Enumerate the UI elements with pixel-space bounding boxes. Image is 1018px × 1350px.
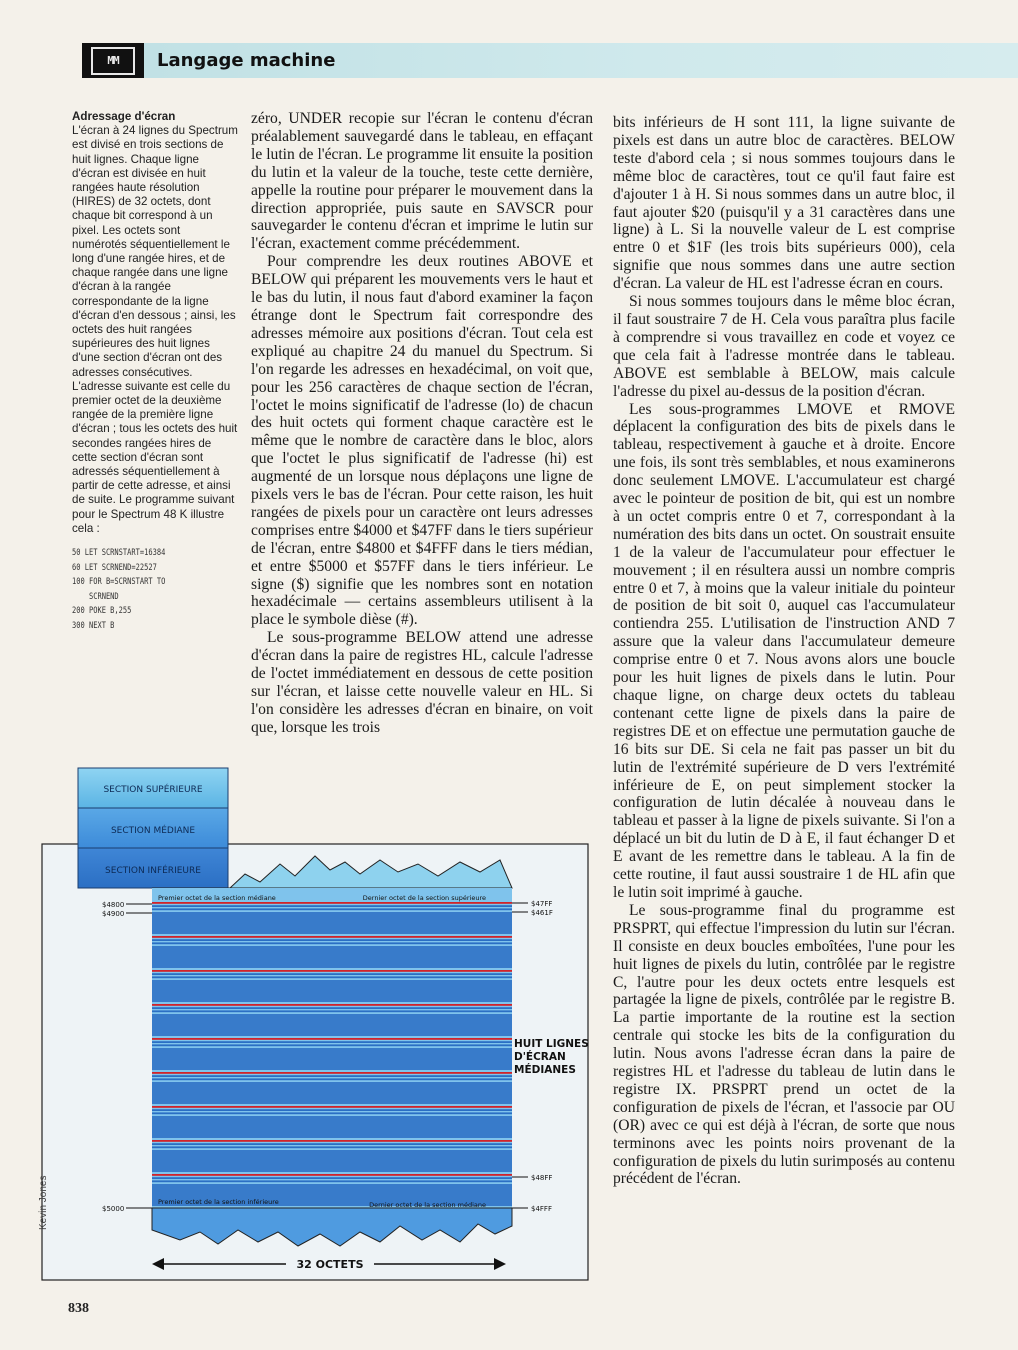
pixel-row-band (152, 1048, 512, 1070)
side-label-line1: HUIT LIGNES (514, 1038, 589, 1050)
pixel-row-line (152, 976, 512, 978)
sidebar-title: Adressage d'écran (72, 110, 176, 123)
sidebar-text: L'écran à 24 lignes du Spectrum est divisé en trois sections de huit lignes. Chaque ligne d'écran est divisée en huit rangées haute résolution (HIRES) de 32 octets, dont chaque bit correspond à un pixel. Les octets sont numérotés séquentiellement le long d'une rangée hires, et de chaque rangée dans une ligne d'écran à la rangée correspondante de la ligne d'écran d'en dessous ; ainsi, les octets des huit rangées supérieures des huit lignes d'une section d'écran ont des adresses consécutives. L'adresse suivante est celle du premier octet de la deuxième rangée de la première ligne d'écran ; tous les octets des huit secondes rangées hires de cette section d'écran sont adressés séquentiellement à partir de cette adresse, et ainsi de suite. Le programme suivant pour le Spectrum 48 K illustre cela : (72, 124, 238, 535)
pixel-row-line (152, 1174, 512, 1176)
pixel-row-line (152, 1177, 512, 1179)
width-label: 32 OCTETS (296, 1258, 364, 1271)
pixel-row-band (152, 946, 512, 968)
paragraph: Le sous-programme final du programme est PRSPRT, qui effectue l'impression du lutin sur l'écran. Il consiste en deux boucles emboîtées, l'une pour les huit lignes de pixels du lutin, contrôlée par le registre C, l'autre pour les deux octets entre lesquels est partagée la ligne de pixels, contrôlée par le registre B. La partie importante de la routine est la section centrale qui stocke les bits de la configuration du lutin. Nous avons l'adresse écran dans la paire de registres HL et l'adresse du tableau de lutin dans le registre IX. PRSPRT prend un octet de la configuration de pixels de l'écran, et l'associe par OU (OR) avec ce qui est déjà à l'écran, de sorte que nous terminons avec les points noirs provenant de la configuration de pixels du lutin surimposés au contenu précédent de l'écran. (613, 901, 955, 1188)
pixel-row-band (152, 980, 512, 1002)
diagram-svg (40, 764, 592, 1284)
code-line: SCRNEND (72, 591, 119, 602)
pixel-row-line (152, 1180, 512, 1182)
paragraph: Pour comprendre les deux routines ABOVE et BELOW qui préparent les mouvements vers le haut et le bas du lutin, il nous faut d'abord examiner la façon étrange dont le Spectrum fait correspondre des adresses mémoire aux positions d'écran. Tout cela est expliqué au chapitre 24 du manuel du Spectrum. Si l'on regarde les adresses en hexadécimal, on voit que, pour les 256 caractères de chaque section de l'écran, l'octet le moins significatif de l'adresse (lo) de chacun des huit octets qui forment chaque caractère est le même que le nombre de caractère dans le bloc, alors que l'octet le plus significatif de l'adresse (hi) est augmenté de un lorsque nous déplaçons une ligne de pixels vers le bas de l'écran. Pour cette raison, les huit rangées de pixels pour un caractère ont leurs adresses comprises entre $4000 et $47FF dans le tiers supérieur de l'écran, entre $4800 et $4FFF dans le tiers médian, et entre $5000 et $57FF dans le tiers inférieur. Le signe ($) signifie que les nombres sont en notation hexadécimale — certains assembleurs utilisent à la place le symbole dièse (#). (251, 253, 593, 629)
code-line: 300 NEXT B (72, 620, 115, 631)
pixel-row-line (152, 942, 512, 944)
pixel-row-line (152, 936, 512, 938)
basic-code-listing (72, 546, 208, 633)
pixel-row-line (152, 1010, 512, 1012)
pixel-row-line (152, 1109, 512, 1111)
pixel-row-line (152, 1038, 512, 1040)
pixel-row-line (152, 973, 512, 975)
pixel-row-line (152, 1041, 512, 1043)
code-line: 100 FOR B=SCRNSTART TO (72, 577, 166, 588)
page-title: Langage machine (157, 50, 336, 71)
pixel-row-line (152, 1146, 512, 1148)
pixel-row-line (152, 1140, 512, 1142)
side-label-line3: MÉDIANES (514, 1064, 576, 1076)
paragraph: zéro, UNDER recopie sur l'écran le contenu d'écran préalablement sauvegardé dans le tableau, en effaçant le lutin de l'écran. Le programme lit ensuite la position du lutin et la valeur de la touche, teste cette dernière, appelle la routine pour préparer le mouvement dans la direction appropriée, puis saute en SAVSCR pour sauvegarder le contenu d'écran et imprime le lutin sur l'écran, exactement comme précédemment. (251, 110, 593, 253)
label-last-byte-top: Dernier octet de la section supérieure (362, 894, 486, 902)
screen-memory-diagram (40, 764, 592, 1284)
pixel-row-band (152, 1116, 512, 1138)
pixel-row-line (152, 905, 512, 907)
pixel-row-line (152, 1143, 512, 1145)
article-column-middle (251, 110, 593, 737)
pixel-row-line (152, 1112, 512, 1114)
paragraph: bits inférieurs de H sont 111, la ligne suivante de pixels est dans un autre bloc de caractères. BELOW teste d'abord cela ; si nous sommes toujours dans le même bloc de caractères, tout ce qu'il faut faire est d'ajouter 1 à H. Si nous sommes dans un autre bloc, il faut ajouter $20 (puisqu'il y a 31 caractères dans une ligne) à L. Si la nouvelle valeur de L est comprise entre 0 et $1F (les trois bits supérieurs 000), cela signifie que nous sommes dans une autre section d'écran. La valeur de HL est l'adresse écran en cours. (613, 114, 955, 293)
code-line: 50 LET SCRNSTART=16384 (72, 548, 166, 559)
article-column-right (613, 114, 955, 1188)
addr-47ff: $47FF (531, 900, 553, 908)
addr-5000: $5000 (102, 1205, 125, 1213)
paragraph: Le sous-programme BELOW attend une adresse d'écran dans la paire de registres HL, calcule l'adresse de l'octet immédiatement en dessous de cette position sur l'écran, et laisse cette nouvelle valeur en HL. Si l'on considère les adresses d'écran en binaire, on voit que, lorsque les trois (251, 629, 593, 736)
pixel-row-line (152, 1007, 512, 1009)
section-mid-label: SECTION MÉDIANE (110, 826, 196, 836)
addr-4fff: $4FFF (531, 1205, 552, 1213)
pixel-row-line (152, 1078, 512, 1080)
label-last-byte-middle: Dernier octet de la section médiane (369, 1201, 486, 1209)
paragraph: Si nous sommes toujours dans le même bloc écran, il faut soustraire 7 de H. Cela vous paraîtra plus facile à comprendre si vous travaillez en code et voyez ce que cela fait à l'adresse montrée dans le tableau. ABOVE est semblable à BELOW, mais calcule l'adresse du pixel au-dessus de la position d'écran. (613, 293, 955, 400)
code-line: 200 POKE B,255 (72, 606, 132, 617)
section-bot-label: SECTION INFÉRIEURE (105, 866, 201, 876)
label-first-byte-bottom: Premier octet de la section inférieure (158, 1198, 279, 1206)
addr-461f: $461F (531, 909, 553, 917)
pixel-rows (152, 902, 512, 1206)
addr-4800: $4800 (102, 901, 125, 909)
pixel-row-line (152, 1044, 512, 1046)
series-logo (82, 43, 144, 78)
image-credit: Kevin Jones (38, 1175, 49, 1230)
pixel-row-band (152, 912, 512, 934)
series-logo-icon: MM (91, 47, 135, 75)
pixel-row-band (152, 1082, 512, 1104)
pixel-row-band (152, 1014, 512, 1036)
paragraph: Les sous-programmes LMOVE et RMOVE déplacent la configuration des bits de pixels dans le tableau, respectivement à gauche et à droite. Encore une fois, ils sont très semblables, et nous examinerons donc seulement LMOVE. L'accumulateur est chargé avec le pointeur de position de bit, qui est un nombre à un octet compris entre 0 et 7, correspondant à la numération des bits dans un octet. On soustrait ensuite 1 de la valeur de l'accumulateur pour effectuer le mouvement ; il en résultera aussi un nombre compris entre 0 et 7, à moins que la valeur initiale du pointeur de position de bit soit 0, auquel cas l'accumulateur contiendra 255. L'utilisation de l'instruction AND 7 assure que la valeur dans l'accumulateur demeure comprise entre 0 et 7. Nous avons alors une boucle pour les huit lignes de pixels dans le lutin. Pour chaque ligne, on charge deux octets du tableau contenant cette ligne de pixels dans la paire de registres DE et on effectue une permutation gauche de 16 bits sur DE. Si cela ne fait pas passer un bit du lutin de l'extrémité supérieure de D vers l'extrémité inférieure de E, on peut simplement stocker la configuration de lutin décalée à nouveau dans le tableau et passer à la ligne de pixels suivante. Si l'on a déplacé un bit du lutin de D à E, il faut échanger D et E avant de les remettre dans le tableau. A la fin de cette routine, il faut aussi soustraire 1 de HL afin que le lutin soit imprimé à gauche. (613, 400, 955, 901)
pixel-row-line (152, 1075, 512, 1077)
pixel-row-line (152, 1004, 512, 1006)
pixel-row-line (152, 902, 512, 904)
addr-48ff: $48FF (531, 1174, 553, 1182)
label-first-byte-middle: Premier octet de la section médiane (158, 894, 276, 902)
side-label-line2: D'ÉCRAN (514, 1051, 566, 1063)
pixel-row-line (152, 908, 512, 910)
pixel-row-line (152, 970, 512, 972)
page-number: 838 (68, 1301, 89, 1316)
sidebar (72, 110, 238, 633)
section-top-label: SECTION SUPÉRIEURE (103, 785, 203, 795)
pixel-row-line (152, 939, 512, 941)
code-line: 60 LET SCRNEND=22527 (72, 562, 157, 573)
pixel-row-band (152, 1150, 512, 1172)
pixel-row-line (152, 1072, 512, 1074)
pixel-row-line (152, 1106, 512, 1108)
addr-4900: $4900 (102, 910, 125, 918)
